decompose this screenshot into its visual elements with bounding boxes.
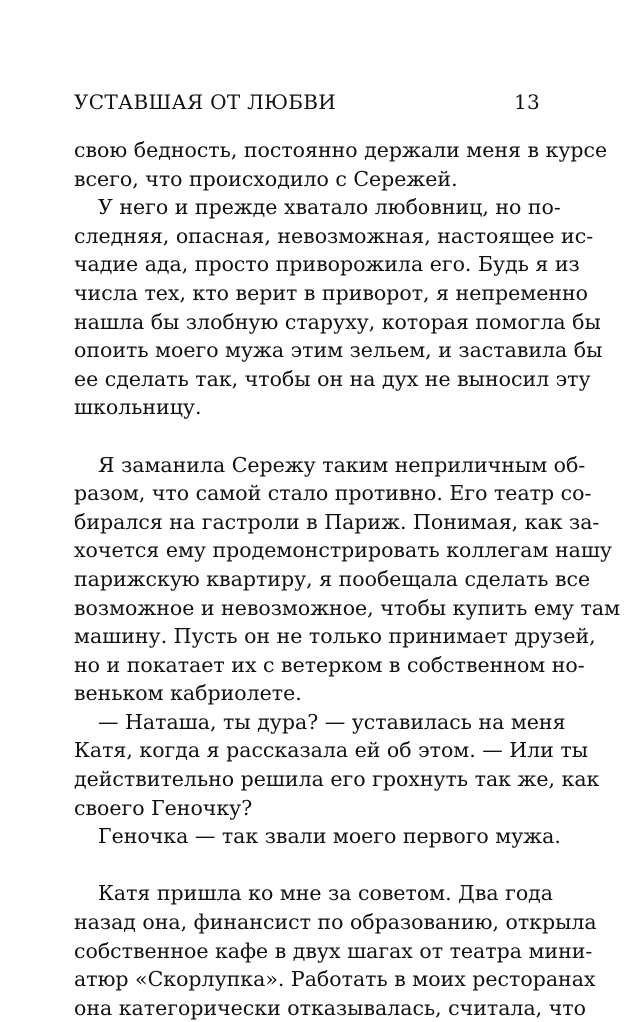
text-line: всего, что происходило с Сережей.: [74, 166, 458, 191]
text-line: действительно решила его грохнуть так же, как: [74, 767, 600, 792]
paragraph: [74, 193, 603, 422]
text-line: числа тех, кто верит в приворот, я непременно: [74, 280, 588, 305]
paragraph: [74, 708, 600, 822]
paragraph: [74, 136, 608, 193]
body-text: [74, 136, 621, 1022]
text-line: разом, что самой стало противно. Его театр со-: [74, 481, 592, 506]
text-line: Катя, когда я рассказала ей об этом. — Или ты: [74, 738, 589, 763]
text-line: свою бедность, постоянно держали меня в курсе: [74, 138, 608, 162]
text-line: школьницу.: [74, 395, 202, 420]
text-line: Геночка — так звали моего первого мужа.: [98, 824, 561, 849]
text-line: Я заманила Сережу таким неприличным об-: [98, 452, 586, 477]
section-break: [74, 422, 532, 451]
page-number: 13: [513, 90, 540, 114]
text-line: собственное кафе в двух шагах от театра мини-: [74, 938, 593, 963]
text-line: бирался на гастроли в Париж. Понимая, как за-: [74, 509, 600, 534]
text-line: она категорически отказывалась, считала, что: [74, 995, 586, 1020]
text-line: назад она, финансист по образованию, открыла: [74, 910, 597, 935]
paragraph: [74, 822, 561, 851]
paragraph: [74, 879, 597, 1022]
text-line: своего Геночку?: [74, 795, 253, 820]
running-title: УСТАВШАЯ ОТ ЛЮБВИ: [74, 90, 337, 114]
text-line: хочется ему продемонстрировать коллегам нашу: [74, 538, 612, 563]
text-line: следняя, опасная, невозможная, настоящее ис-: [74, 223, 594, 248]
text-line: но и покатает их с ветерком в собственном но-: [74, 652, 585, 677]
text-line: атюр «Скорлупка». Работать в моих ресторанах: [74, 967, 596, 992]
text-line: нашла бы злобную старуху, которая помогла бы: [74, 309, 601, 334]
text-line: Катя пришла ко мне за советом. Два года: [98, 881, 554, 906]
text-line: чадие ада, просто приворожила его. Будь я из: [74, 252, 580, 277]
text-line: опоить моего мужа этим зельем, и заставила бы: [74, 338, 603, 363]
text-line: веньком кабриолете.: [74, 681, 302, 706]
section-break: [74, 851, 532, 880]
text-line: возможное и невозможное, чтобы купить ему там: [74, 595, 621, 620]
text-line: У него и прежде хватало любовниц, но по-: [98, 195, 561, 220]
page-header: [74, 90, 540, 114]
text-line: машину. Пусть он не только принимает друзей,: [74, 624, 596, 649]
paragraph: [74, 451, 621, 708]
text-line: — Наташа, ты дура? — уставилась на меня: [98, 709, 566, 734]
text-line: ее сделать так, чтобы он на дух не выносил эту: [74, 366, 591, 391]
text-line: парижскую квартиру, я пообещала сделать все: [74, 566, 591, 591]
